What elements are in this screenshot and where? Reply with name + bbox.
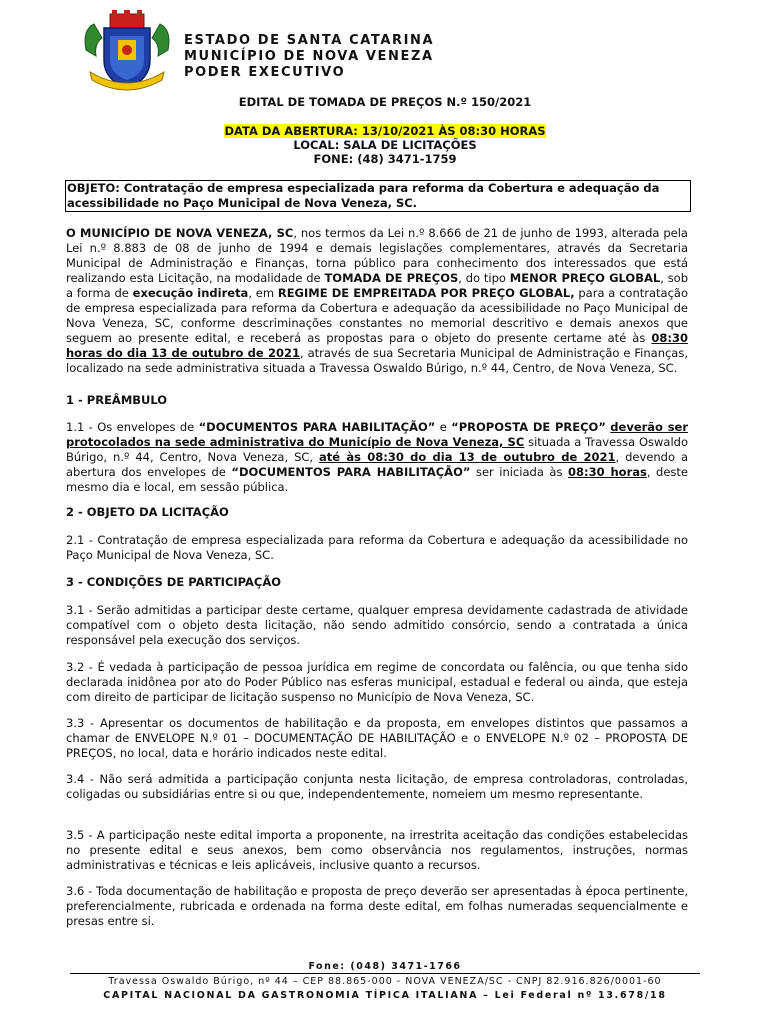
state-name: ESTADO DE SANTA CATARINA	[184, 33, 435, 48]
executive-branch: PODER EXECUTIVO	[184, 65, 346, 80]
clause-3-3: 3.3 - Apresentar os documentos de habilitação e da proposta, em envelopes distintos que passamos a chamar de ENVELOPE N.º 01 – DOCUMENTAÇÃO DE HABILITAÇÃO e o ENVELOPE N.º 02 – PROPOSTA DE PREÇOS, no local, data e horário indicados neste edital.	[66, 716, 688, 760]
clause-3-2: 3.2 - É vedada à participação de pessoa jurídica em regime de concordata ou falência, ou que tenha sido declarada inidônea por ato do Poder Público nas esferas municipal, estadual e federal ou ainda, que esteja com direito de participar de licitação suspenso no Município de Nova Veneza, SC.	[66, 660, 688, 704]
clause-3-4: 3.4 - Não será admitida a participação conjunta nesta licitação, de empresa controladoras, controladas, coligadas ou subsidiárias entre si ou que, independentemente, nomeiem um mesmo representante.	[66, 772, 688, 801]
opening-date-text: DATA DA ABERTURA: 13/10/2021 ÀS 08:30 HORAS	[224, 124, 546, 138]
municipal-coat-of-arms	[80, 10, 174, 94]
footer-divider	[70, 973, 700, 974]
section-1-paragraph: 1.1 - Os envelopes de “DOCUMENTOS PARA HABILITAÇÃO” e “PROPOSTA DE PREÇO” deverão ser protocolados na sede administrativa do Município de Nova Veneza, SC situada a Travessa Oswaldo Búrigo, n.º 44, Centro, Nova Veneza, SC, até às 08:30 do dia 13 de outubro de 2021, devendo a abertura dos envelopes de “DOCUMENTOS PARA HABILITAÇÃO” ser iniciada às 08:30 horas, deste mesmo dia e local, em sessão pública.	[66, 420, 689, 494]
municipality-name: MUNICÍPIO DE NOVA VENEZA	[184, 49, 434, 64]
section-3-title: 3 - CONDIÇÕES DE PARTICIPAÇÃO	[66, 575, 282, 589]
object-box: OBJETO: Contratação de empresa especializada para reforma da Cobertura e adequação da acessibilidade no Paço Municipal de Nova Veneza, SC.	[65, 180, 691, 212]
edital-title: EDITAL DE TOMADA DE PREÇOS N.º 150/2021	[238, 95, 532, 109]
clause-3-5: 3.5 - A participação neste edital importa a proponente, na irrestrita aceitação das condições estabelecidas no presente edital e seus anexos, bem como observância nos regulamentos, instruções, normas administrativas e técnicas e leis aplicáveis, inclusive quanto a recursos.	[66, 828, 688, 872]
location: LOCAL: SALA DE LICITAÇÕES	[293, 138, 477, 152]
intro-paragraph: O MUNICÍPIO DE NOVA VENEZA, SC, nos termos da Lei n.º 8.666 de 21 de junho de 1993, alterada pela Lei n.º 8.883 de 08 de junho de 1994 e demais legislações complementares, através da Secretaria Municipal de Administração e Finanças, torna público para conhecimento dos interessados que está realizando esta Licitação, na modalidade de TOMADA DE PREÇOS, do tipo MENOR PREÇO GLOBAL, sob a forma de execução indireta, em REGIME DE EMPREITADA POR PREÇO GLOBAL, para a contratação de empresa especializada para reforma da Cobertura e adequação da acessibilidade no Paço Municipal de Nova Veneza, SC, conforme descriminações constantes no memorial descritivo e demais anexos que seguem ao presente edital, e receberá as propostas para o objeto do presente certame até às 08:30 horas do dia 13 de outubro de 2021, através de sua Secretaria Municipal de Administração e Finanças, localizado na sede administrativa situada a Travessa Oswaldo Búrigo, n.º 44, Centro, de Nova Veneza, SC.	[66, 226, 689, 375]
footer-motto: CAPITAL NACIONAL DA GASTRONOMIA TÍPICA ITALIANA – Lei Federal nº 13.678/18	[103, 990, 667, 1001]
footer-address: Travessa Oswaldo Búrigo, nº 44 – CEP 88.865-000 - NOVA VENEZA/SC - CNPJ 82.916.826/0001-60	[108, 976, 662, 987]
letterhead	[184, 33, 434, 81]
section-2-paragraph: 2.1 - Contratação de empresa especializada para reforma da Cobertura e adequação da acessibilidade no Paço Municipal de Nova Veneza, SC.	[66, 533, 688, 562]
section-1-title: 1 - PREÂMBULO	[66, 393, 168, 407]
opening-date	[0, 124, 770, 139]
footer-phone: Fone: (048) 3471-1766	[308, 961, 462, 972]
section-2-title: 2 - OBJETO DA LICITAÇÃO	[66, 505, 229, 519]
phone: FONE: (48) 3471-1759	[313, 152, 457, 166]
clause-3-1: 3.1 - Serão admitidas a participar deste certame, qualquer empresa devidamente cadastrada de atividade compatível com o objeto desta licitação, não sendo admitido consórcio, sendo a contratada a única responsável pela execução dos serviços.	[66, 603, 688, 647]
clause-3-6: 3.6 - Toda documentação de habilitação e proposta de preço deverão ser apresentadas à época pertinente, preferencialmente, rubricada e ordenada na forma deste edital, em folhas numeradas sequencialmente e presas entre si.	[66, 884, 688, 928]
